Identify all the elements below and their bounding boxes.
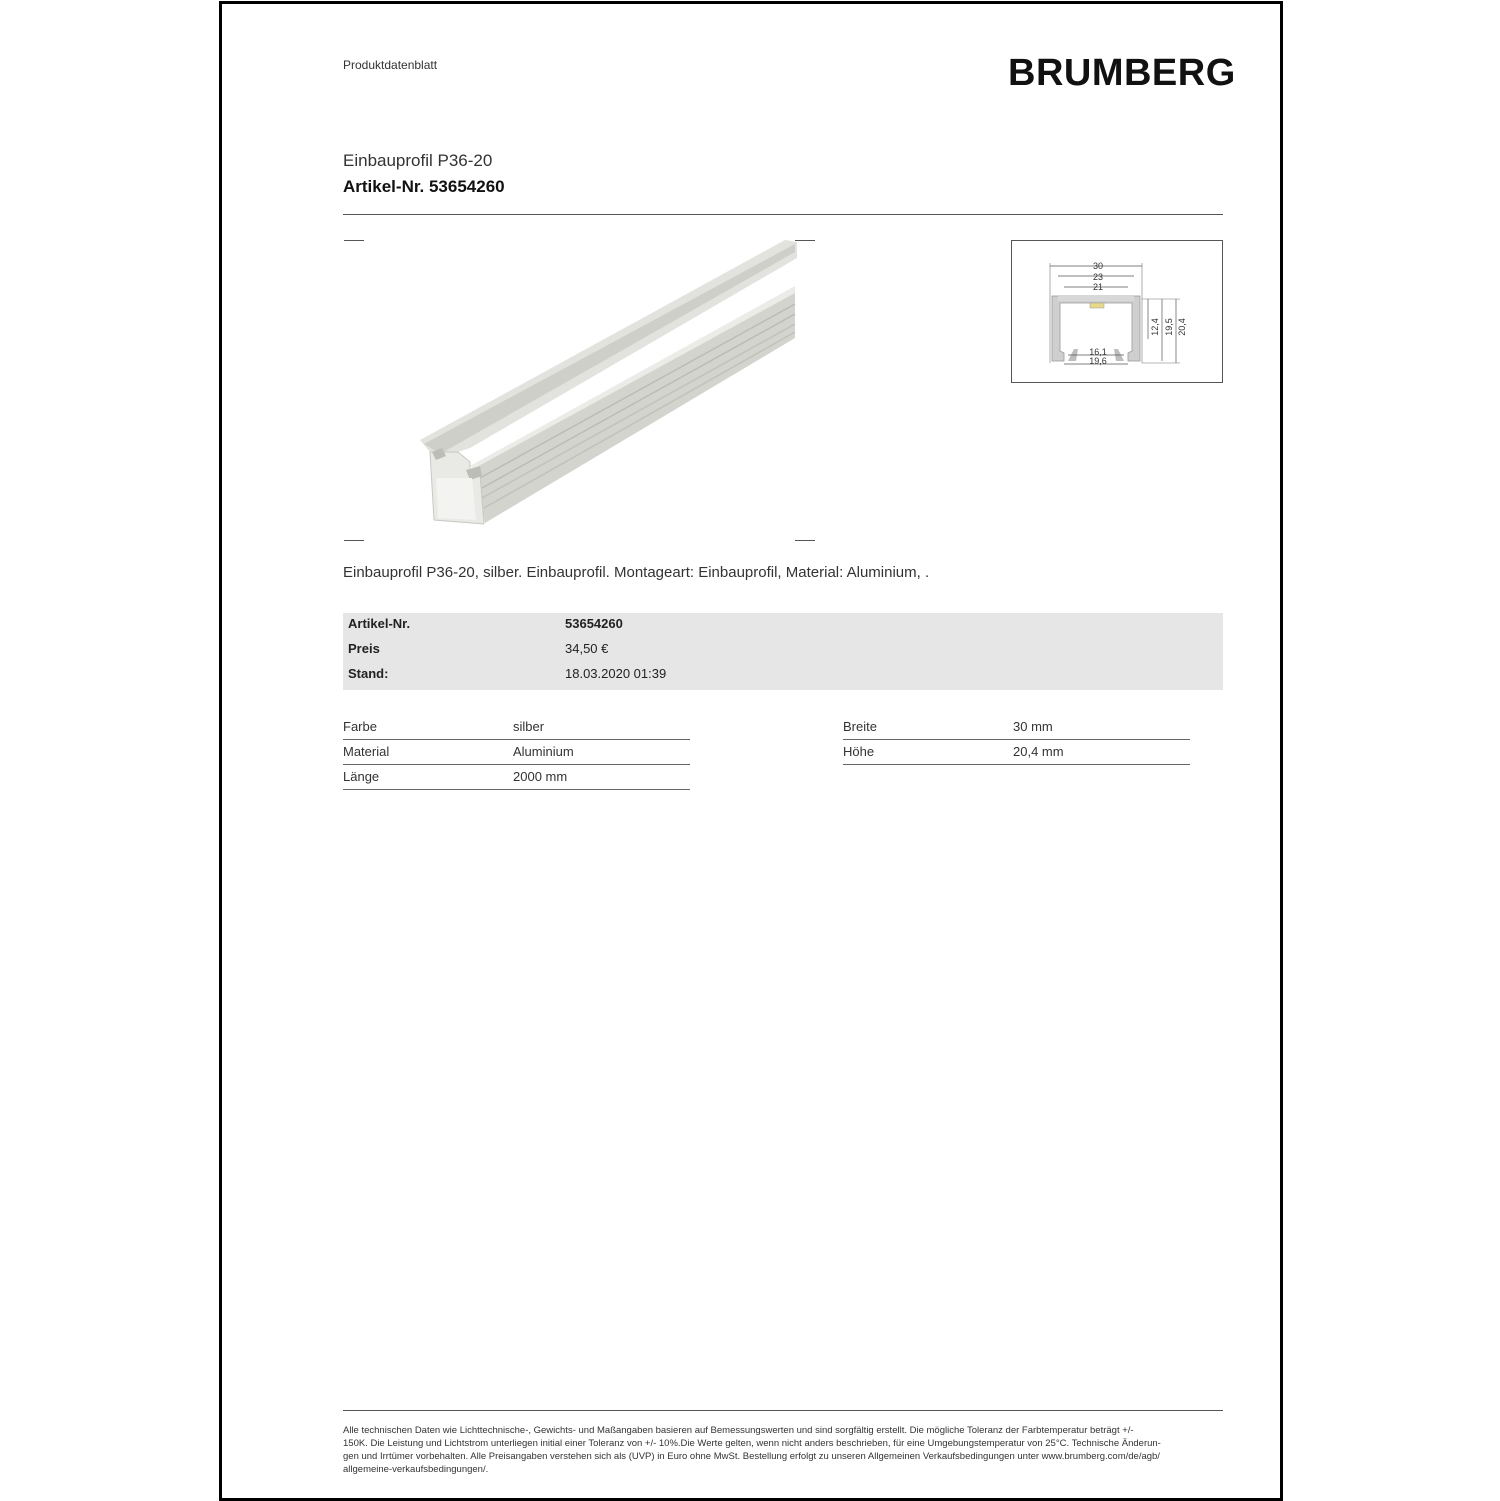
info-label: Preis	[348, 641, 380, 656]
spec-row-height	[843, 740, 1190, 765]
dim-label-right-20-4: 20,4	[1177, 318, 1187, 336]
spec-row-color	[343, 715, 690, 740]
spec-table-left	[343, 715, 690, 790]
dim-label-bottom-16-1: 16,1	[1089, 347, 1107, 357]
spec-value: 2000 mm	[513, 769, 568, 784]
info-value: 18.03.2020 01:39	[565, 666, 667, 681]
header-divider	[343, 214, 1223, 215]
product-image	[410, 238, 800, 528]
article-number-heading: Artikel-Nr. 53654260	[343, 177, 505, 196]
dimension-drawing	[1012, 241, 1220, 380]
spec-row-material	[343, 740, 690, 765]
image-corner-mark	[344, 540, 364, 541]
spec-label: Höhe	[843, 744, 875, 759]
disclaimer-line: gen und Irrtümer vorbehalten. Alle Preisangaben verstehen sich als (UVP) in Euro ohne MwSt. Bestellung erfolgt zu unseren Allgemeinen Verkaufsbedingungen unter www.brumberg.com/de/agb/	[343, 1451, 1160, 1462]
spec-value: silber	[513, 719, 545, 734]
dim-label-right-12-4: 12,4	[1150, 318, 1160, 336]
spec-label: Farbe	[343, 719, 377, 734]
info-value: 34,50 €	[565, 641, 609, 656]
product-title: Einbauprofil P36-20	[343, 151, 493, 170]
info-label: Stand:	[348, 666, 389, 681]
dim-label-top-21: 21	[1092, 282, 1104, 292]
info-value: 53654260	[565, 616, 623, 631]
image-corner-mark	[344, 240, 364, 241]
spec-label: Breite	[843, 719, 877, 734]
dim-label-top-23: 23	[1092, 272, 1104, 282]
article-info-box	[343, 613, 1223, 690]
document-type-label: Produktdatenblatt	[343, 58, 438, 72]
spec-label: Länge	[343, 769, 380, 784]
dim-label-right-19-5: 19,5	[1164, 318, 1174, 336]
spec-value: 20,4 mm	[1013, 744, 1064, 759]
legal-disclaimer	[343, 1424, 1223, 1476]
spec-value: Aluminium	[513, 744, 574, 759]
product-description: Einbauprofil P36-20, silber. Einbauprofil. Montageart: Einbauprofil, Material: Aluminium, .	[343, 564, 930, 581]
spec-row-length	[343, 765, 690, 790]
brand-logo: BRUMBERG	[1008, 52, 1236, 94]
spec-value: 30 mm	[1013, 719, 1053, 734]
image-corner-mark	[795, 540, 815, 541]
dim-label-top-30: 30	[1092, 261, 1104, 271]
spec-label: Material	[343, 744, 390, 759]
info-label: Artikel-Nr.	[348, 616, 411, 631]
disclaimer-line: allgemeine-verkaufsbedingungen/.	[343, 1464, 489, 1475]
disclaimer-line: 150K. Die Leistung und Lichtstrom unterliegen initial einer Toleranz von +/- 10%.Die Werte gelten, wenn nicht anders beschrieben, für eine Umgebungstemperatur von 25°C. Technische Änderun-	[343, 1438, 1161, 1449]
disclaimer-line: Alle technischen Daten wie Lichttechnische-, Gewichts- und Maßangaben basieren auf Bemessungswerten und sind sorgfältig erstellt. Die mögliche Toleranz der Farbtemperatur beträgt +/-	[343, 1425, 1134, 1436]
footer-divider	[343, 1410, 1223, 1411]
spec-table-right	[843, 715, 1190, 765]
dim-label-bottom-19-6: 19,6	[1089, 356, 1107, 366]
spec-row-width	[843, 715, 1190, 740]
